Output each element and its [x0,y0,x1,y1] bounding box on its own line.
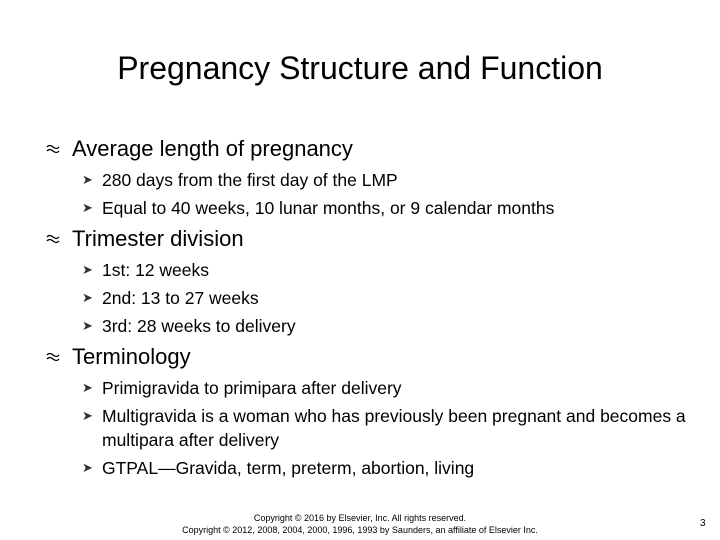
main-bullet-label: Average length of pregnancy [72,136,353,161]
copyright-line: Copyright © 2016 by Elsevier, Inc. All rights reserved. [253,513,467,523]
section-pregnancy-length [46,134,686,220]
sub-bullet [46,314,686,338]
sub-bullet-text: Primigravida to primipara after delivery [102,378,402,398]
sub-bullet [46,258,686,282]
arrowhead-bullet-icon: ➤ [82,408,93,423]
main-bullet-label: Trimester division [72,226,244,251]
sub-bullet-text: 3rd: 28 weeks to delivery [102,316,296,336]
wave-bullet-icon [46,143,60,155]
section-terminology [46,342,686,480]
arrowhead-bullet-icon: ➤ [82,460,93,475]
arrowhead-bullet-icon: ➤ [82,262,93,277]
arrowhead-bullet-icon: ➤ [82,318,93,333]
arrowhead-bullet-icon: ➤ [82,290,93,305]
slide-content [46,134,686,484]
page-number: 3 [700,518,706,529]
section-trimester-division [46,224,686,338]
sub-bullet [46,376,686,400]
sub-bullet-text: Equal to 40 weeks, 10 lunar months, or 9 calendar months [102,198,555,218]
sub-bullet-list [46,168,686,220]
sub-bullet [46,456,686,480]
sub-bullet-text: GTPAL—Gravida, term, preterm, abortion, living [102,458,475,478]
main-bullet [46,342,686,372]
main-bullet-label: Terminology [72,344,191,369]
sub-bullet [46,286,686,310]
copyright-line: Copyright © 2012, 2008, 2004, 2000, 1996, 1993 by Saunders, an affiliate of Elsevier Inc. [182,525,538,535]
sub-bullet-text: 1st: 12 weeks [102,260,209,280]
wave-bullet-icon [46,351,60,363]
slide-title: Pregnancy Structure and Function [117,50,603,86]
arrowhead-bullet-icon: ➤ [82,200,93,215]
sub-bullet [46,404,686,452]
sub-bullet-list [46,258,686,338]
sub-bullet-text: Multigravida is a woman who has previously been pregnant and becomes a multipara after delivery [102,406,686,450]
copyright-footer [150,512,570,536]
sub-bullet [46,168,686,192]
main-bullet [46,134,686,164]
main-bullet [46,224,686,254]
arrowhead-bullet-icon: ➤ [82,380,93,395]
sub-bullet-text: 280 days from the first day of the LMP [102,170,398,190]
sub-bullet-list [46,376,686,480]
sub-bullet-text: 2nd: 13 to 27 weeks [102,288,259,308]
sub-bullet [46,196,686,220]
wave-bullet-icon [46,233,60,245]
arrowhead-bullet-icon: ➤ [82,172,93,187]
